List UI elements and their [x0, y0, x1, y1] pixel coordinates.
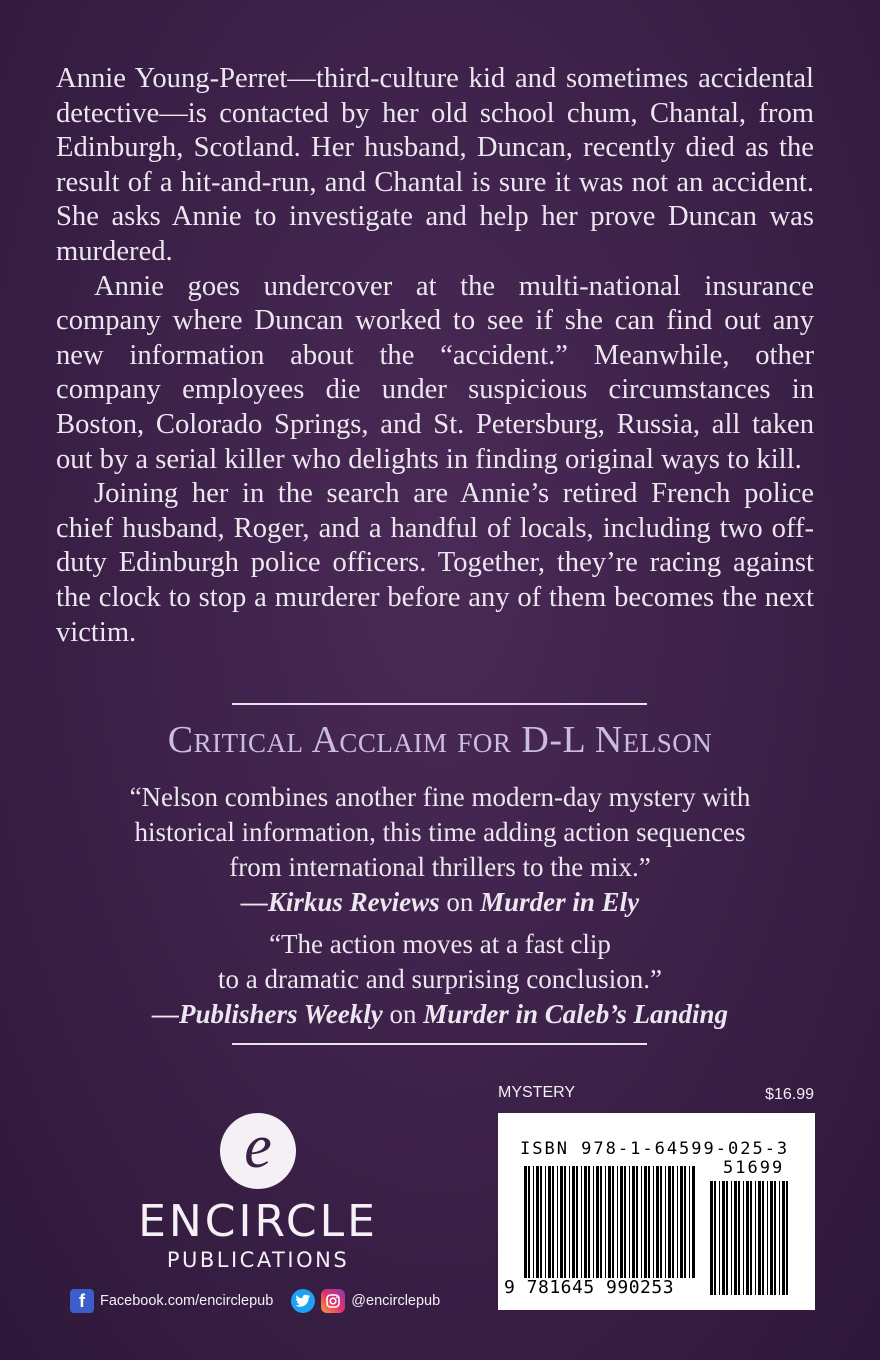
barcode-bar	[533, 1166, 534, 1278]
barcode-bar	[644, 1166, 647, 1278]
barcode-bar	[722, 1181, 725, 1295]
barcode-bar	[581, 1166, 582, 1278]
barcode-bar	[672, 1166, 674, 1278]
barcode-bar	[648, 1166, 650, 1278]
quote-source: —Kirkus Reviews	[240, 887, 440, 917]
barcode-bar	[641, 1166, 642, 1278]
barcode-bar	[726, 1181, 728, 1295]
quote-source: —Publishers Weekly	[151, 999, 383, 1029]
barcode-bar	[746, 1181, 749, 1295]
barcode-bar	[548, 1166, 551, 1278]
barcode-bar	[584, 1166, 587, 1278]
barcode-bar	[653, 1166, 654, 1278]
barcode-bar	[524, 1166, 527, 1278]
twitter-icon[interactable]	[291, 1289, 315, 1313]
facebook-icon[interactable]: f	[70, 1289, 94, 1313]
barcode-bar	[564, 1166, 566, 1278]
acclaim-heading: Critical Acclaim for D-L Nelson	[167, 719, 713, 761]
publisher-name: ENCIRCLE	[138, 1196, 378, 1247]
quote-line: “The action moves at a fast clip	[269, 929, 611, 959]
barcode-bar	[596, 1166, 599, 1278]
barcode-bar	[738, 1181, 740, 1295]
barcode-bar	[782, 1181, 785, 1295]
blurb-paragraph-3: Joining her in the search are Annie’s retired French police chief husband, Roger, and a handful of locals, including two off-duty Edinburgh police officers. Together, they’re racing against the clock to stop a murderer before any of them becomes the next victim.	[56, 478, 814, 648]
quote-on: on	[446, 887, 474, 917]
barcode-bar	[569, 1166, 570, 1278]
barcode-bar	[636, 1166, 638, 1278]
quote-work: Murder in Caleb’s Landing	[423, 999, 729, 1029]
barcode-bar	[620, 1166, 623, 1278]
barcode-bar	[755, 1181, 756, 1295]
barcode-bar	[714, 1181, 716, 1295]
encircle-logo-icon	[220, 1113, 296, 1189]
barcode-bar	[593, 1166, 594, 1278]
barcode-bar	[734, 1181, 737, 1295]
blurb-paragraph-2: Annie goes undercover at the multi-national insurance company where Duncan worked to see if she can find out any new information about the “accident.” Meanwhile, other company employees die under suspicious circumstances in Boston, Colorado Springs, and St. Petersburg, Russia, all taken out by a serial killer who delights in finding original ways to kill.	[56, 270, 814, 475]
barcode-bar	[552, 1166, 554, 1278]
genre-label: MYSTERY	[498, 1084, 576, 1101]
barcode-bar	[762, 1181, 764, 1295]
barcode-bar	[779, 1181, 780, 1295]
price-addon-code: 51699	[723, 1158, 785, 1178]
barcode-bar	[632, 1166, 635, 1278]
barcode-bar	[770, 1181, 773, 1295]
review-quote-1	[40, 780, 840, 920]
barcode-bar	[557, 1166, 558, 1278]
quote-line: historical information, this time adding action sequences	[134, 817, 746, 847]
quote-work: Murder in Ely	[480, 887, 640, 917]
barcode-bar	[528, 1166, 530, 1278]
barcode-bar	[629, 1166, 630, 1278]
barcode-bar	[572, 1166, 575, 1278]
social-handle[interactable]: @encirclepub	[351, 1293, 441, 1309]
quote-line: “Nelson combines another fine modern-day mystery with	[129, 782, 751, 812]
barcode-bar	[588, 1166, 590, 1278]
logo-letter: e	[244, 1113, 272, 1181]
barcode-bar	[545, 1166, 546, 1278]
ean-digits: 9 781645 990253	[504, 1277, 675, 1298]
barcode-bar	[719, 1181, 720, 1295]
barcode-bar	[656, 1166, 659, 1278]
book-blurb	[56, 62, 814, 650]
instagram-icon[interactable]	[321, 1289, 345, 1313]
barcode-bar	[605, 1166, 606, 1278]
barcode-bar	[677, 1166, 678, 1278]
barcode-bar	[731, 1181, 732, 1295]
barcode-bar	[692, 1166, 695, 1278]
barcode-bar	[684, 1166, 686, 1278]
social-links	[70, 1289, 440, 1313]
barcode-bar	[536, 1166, 539, 1278]
isbn-barcode	[498, 1113, 815, 1310]
barcode-bar	[624, 1166, 626, 1278]
barcode-bar	[786, 1181, 788, 1295]
price-label: $16.99	[765, 1086, 814, 1103]
barcode-bar	[680, 1166, 683, 1278]
barcode-bar	[710, 1181, 713, 1295]
blurb-paragraph-1: Annie Young-Perret—third-culture kid and sometimes accidental detective—is contacted by her old school chum, Chantal, from Edinburgh, Scotland. Her husband, Duncan, recently died as the result of a hit-and-run, and Chantal is sure it was not an accident. She asks Annie to investigate and help her prove Duncan was murdered.	[56, 63, 814, 267]
barcode-bar	[608, 1166, 611, 1278]
barcode-bar	[612, 1166, 614, 1278]
divider-bottom	[232, 1043, 647, 1045]
barcode-bar	[743, 1181, 744, 1295]
publisher-subtitle: PUBLICATIONS	[166, 1248, 350, 1272]
barcode-bar	[668, 1166, 671, 1278]
quote-attribution	[40, 997, 840, 1032]
review-quote-2	[40, 927, 840, 1032]
barcode-bar	[576, 1166, 578, 1278]
barcode-bar	[665, 1166, 666, 1278]
barcode-bar	[617, 1166, 618, 1278]
quote-line: to a dramatic and surprising conclusion.”	[218, 964, 662, 994]
isbn-number: ISBN 978-1-64599-025-3	[520, 1139, 790, 1159]
barcode-bar	[660, 1166, 662, 1278]
barcode-bar	[600, 1166, 602, 1278]
barcode-bar	[560, 1166, 563, 1278]
barcode-bar	[774, 1181, 776, 1295]
barcode-bar	[750, 1181, 752, 1295]
quote-on: on	[389, 999, 417, 1029]
divider-top	[232, 703, 647, 705]
barcode-bar	[540, 1166, 542, 1278]
facebook-link[interactable]: Facebook.com/encirclepub	[100, 1293, 274, 1309]
quote-attribution	[40, 885, 840, 920]
barcode-bar	[689, 1166, 690, 1278]
barcode-bar	[758, 1181, 761, 1295]
quote-line: from international thrillers to the mix.”	[229, 852, 651, 882]
barcode-bar	[767, 1181, 768, 1295]
